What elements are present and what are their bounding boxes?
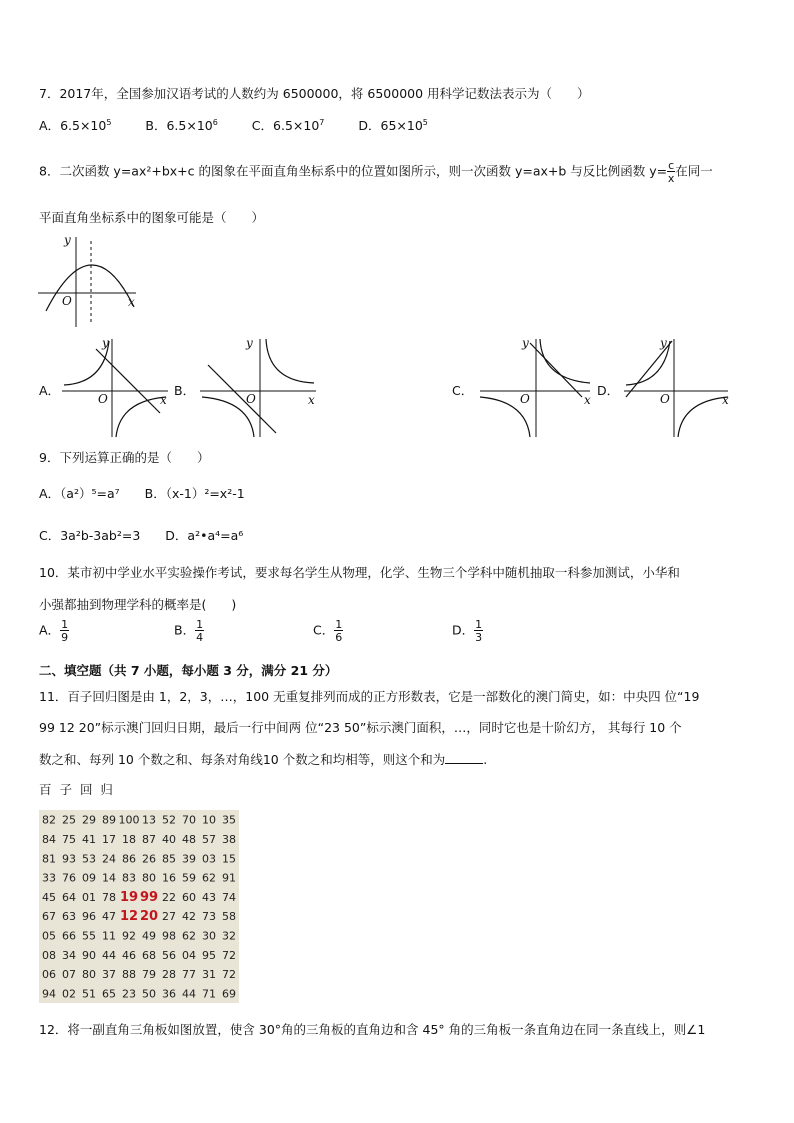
q8-option-d-label[interactable]: D．: [597, 383, 620, 398]
grid-cell: 59: [182, 871, 196, 885]
origin-label: O: [520, 392, 530, 406]
grid-cell: 96: [82, 910, 96, 924]
q8-option-b-label[interactable]: B．: [174, 383, 196, 398]
y-label: y: [660, 336, 667, 350]
grid-cell: 20: [139, 909, 159, 925]
grid-cell: 15: [222, 852, 236, 866]
answer-blank[interactable]: [445, 753, 483, 764]
grid-cell: 46: [122, 948, 136, 962]
q11-line3: 数之和、每列 10 个数之和、每条对角线10 个数之和均相等，则这个和为 .: [39, 752, 488, 767]
grid-cell: 53: [82, 852, 96, 866]
grid-cell: 43: [202, 890, 216, 904]
grid-cell: 82: [42, 813, 56, 827]
grid-cell: 100: [118, 813, 140, 827]
q7-stem: 7．2017年，全国参加汉语考试的人数约为 6500000，将 6500000 用科学记数法表示为（ ）: [39, 86, 590, 101]
grid-cell: 17: [102, 832, 116, 846]
hyperbola-branch-upper: [266, 339, 314, 383]
grid-cell: 74: [222, 890, 236, 904]
q9-options-line2[interactable]: C．3a²b-3ab²=3 D．a²•a⁴=a⁶: [39, 528, 244, 543]
x-label: x: [584, 393, 591, 407]
q8-stem-line2: 平面直角坐标系中的图象可能是（ ）: [39, 210, 265, 225]
y-label: y: [522, 336, 529, 350]
grid-cell: 42: [182, 910, 196, 924]
grid-cell: 49: [142, 929, 156, 943]
grid-cell: 03: [202, 852, 216, 866]
x-label: x: [128, 295, 135, 309]
grid-cell: 34: [62, 948, 76, 962]
y-label: y: [102, 336, 109, 350]
q8-option-d-graph[interactable]: [620, 335, 732, 439]
grid-cell: 08: [42, 948, 56, 962]
grid-cell: 78: [102, 890, 116, 904]
grid-cell: 62: [182, 929, 196, 943]
y-label: y: [246, 336, 253, 350]
grid-cell: 32: [222, 929, 236, 943]
grid-cell: 06: [42, 968, 56, 982]
grid-cell: 86: [122, 852, 136, 866]
grid-cell: 99: [139, 889, 159, 905]
grid-cell: 93: [62, 852, 76, 866]
x-label: x: [160, 393, 167, 407]
grid-cell: 76: [62, 871, 76, 885]
grid-cell: 50: [142, 987, 156, 1001]
grid-cell: 44: [102, 948, 116, 962]
grid-cell: 92: [122, 929, 136, 943]
q7-option-a[interactable]: A．$6.5\times 10^5$: [39, 117, 112, 133]
q10-option-b[interactable]: B． $\frac{1}{4}$: [174, 618, 204, 644]
grid-cell: 45: [42, 890, 56, 904]
grid-cell: 37: [102, 968, 116, 982]
grid-cell: 22: [162, 890, 176, 904]
x-label: x: [722, 393, 729, 407]
grid-cell: 56: [162, 948, 176, 962]
grid-cell: 39: [182, 852, 196, 866]
grid-cell: 57: [202, 832, 216, 846]
q10-option-a[interactable]: A． $\frac{1}{9}$: [39, 618, 69, 644]
grid-cell: 52: [162, 813, 176, 827]
grid-cell: 72: [222, 968, 236, 982]
grid-cell: 84: [42, 832, 56, 846]
grid-cell: 07: [62, 968, 76, 982]
q7-option-d[interactable]: D．$65\times 10^5$: [358, 117, 428, 133]
grid-cell: 23: [122, 987, 136, 1001]
q8-stem: 8．二次函数 y=ax²+bx+c 的图象在平面直角坐标系中的位置如图所示，则一次函数 y=ax+b 与反比例函数 y= $\frac{c}{x}$ 在同一: [39, 159, 713, 185]
grid-cell: 85: [162, 852, 176, 866]
q10-stem-line1: 10．某市初中学业水平实验操作考试，要求每名学生从物理，化学、生物三个学科中随机抽取一科参加测试，小华和: [39, 565, 680, 580]
grid-cell: 80: [142, 871, 156, 885]
grid-cell: 58: [222, 910, 236, 924]
grid-cell: 09: [82, 871, 96, 885]
parabola-curve: [46, 265, 134, 311]
origin-label: O: [660, 392, 670, 406]
origin-label: O: [62, 294, 72, 308]
grid-cell: 13: [142, 813, 156, 827]
grid-cell: 64: [62, 890, 76, 904]
q7-option-b[interactable]: B．$6.5\times 10^6$: [145, 117, 218, 133]
section-title-fill-in: 二、填空题（共 7 小题，每小题 3 分，满分 21 分）: [39, 663, 338, 678]
grid-cell: 77: [182, 968, 196, 982]
grid-cell: 44: [182, 987, 196, 1001]
grid-cell: 70: [182, 813, 196, 827]
hundred-caption: 百 子 回 归: [39, 782, 115, 797]
q8-parabola-graph: [38, 233, 138, 329]
q10-option-d[interactable]: D． $\frac{1}{3}$: [452, 618, 483, 644]
grid-cell: 26: [142, 852, 156, 866]
grid-cell: 60: [182, 890, 196, 904]
grid-cell: 30: [202, 929, 216, 943]
grid-cell: 48: [182, 832, 196, 846]
grid-cell: 95: [202, 948, 216, 962]
q10-stem-line2: 小强都抽到物理学科的概率是( ): [39, 597, 237, 612]
q8-option-c-label[interactable]: C．: [452, 383, 474, 398]
origin-label: O: [98, 392, 108, 406]
y-label: y: [64, 233, 71, 247]
q8-option-a-label[interactable]: A．: [39, 383, 61, 398]
grid-cell: 25: [62, 813, 76, 827]
grid-cell: 98: [162, 929, 176, 943]
grid-cell: 27: [162, 910, 176, 924]
grid-cell: 72: [222, 948, 236, 962]
q8-option-c-graph[interactable]: [474, 335, 594, 439]
q7-options: [39, 116, 428, 134]
grid-cell: 91: [222, 871, 236, 885]
grid-cell: 79: [142, 968, 156, 982]
grid-cell: 51: [82, 987, 96, 1001]
grid-cell: 14: [102, 871, 116, 885]
q12-stem: 12．将一副直角三角板如图放置，使含 30°角的三角板的直角边和含 45° 角的三角板一条直角边在同一条直线上，则∠1: [39, 1022, 706, 1037]
grid-cell: 75: [62, 832, 76, 846]
grid-cell: 69: [222, 987, 236, 1001]
grid-cell: 65: [102, 987, 116, 1001]
grid-cell: 90: [82, 948, 96, 962]
x-label: x: [308, 393, 315, 407]
grid-cell: 16: [162, 871, 176, 885]
q8-option-b-graph[interactable]: [196, 335, 320, 439]
grid-cell: 12: [119, 909, 139, 925]
grid-cell: 10: [202, 813, 216, 827]
grid-cell: 71: [202, 987, 216, 1001]
fraction-c-over-x: $\frac{c}{x}$: [667, 159, 675, 185]
grid-cell: 02: [62, 987, 76, 1001]
q8-option-a-graph[interactable]: [58, 335, 170, 439]
grid-cell: 55: [82, 929, 96, 943]
hundred-grid-image: [39, 810, 239, 1003]
grid-cell: 66: [62, 929, 76, 943]
grid-cell: 38: [222, 832, 236, 846]
grid-cell: 31: [202, 968, 216, 982]
hyperbola-branch-lower: [116, 397, 166, 437]
grid-cell: 88: [122, 968, 136, 982]
grid-cell: 68: [142, 948, 156, 962]
grid-cell: 87: [142, 832, 156, 846]
q9-options-line1[interactable]: A．（a²）⁵=a⁷ B．（x-1）²=x²-1: [39, 486, 245, 501]
linear-line: [530, 343, 582, 397]
hyperbola-branch-lower: [678, 397, 728, 437]
q11-line2: 99 12 20”标示澳门回归日期，最后一行中间两 位“23 50”标示澳门面积，…，同时它也是十阶幻方， 其每行 10 个: [39, 720, 682, 735]
origin-label: O: [246, 392, 256, 406]
grid-cell: 33: [42, 871, 56, 885]
grid-cell: 63: [62, 910, 76, 924]
grid-cell: 24: [102, 852, 116, 866]
grid-cell: 47: [102, 910, 116, 924]
grid-cell: 01: [82, 890, 96, 904]
grid-cell: 94: [42, 987, 56, 1001]
grid-cell: 04: [182, 948, 196, 962]
grid-cell: 05: [42, 929, 56, 943]
grid-cell: 73: [202, 910, 216, 924]
grid-cell: 62: [202, 871, 216, 885]
q10-option-c[interactable]: C． $\frac{1}{6}$: [313, 618, 343, 644]
grid-cell: 83: [122, 871, 136, 885]
grid-cell: 41: [82, 832, 96, 846]
q7-option-c[interactable]: C．$6.5\times 10^7$: [251, 117, 325, 133]
grid-cell: 67: [42, 910, 56, 924]
grid-cell: 40: [162, 832, 176, 846]
q11-line1: 11．百子回归图是由 1，2，3，…，100 无重复排列而成的正方形数表，它是一部数化的澳门简史，如：中央四 位“19: [39, 689, 700, 704]
grid-cell: 35: [222, 813, 236, 827]
grid-cell: 81: [42, 852, 56, 866]
grid-cell: 18: [122, 832, 136, 846]
grid-cell: 11: [102, 929, 116, 943]
grid-cell: 80: [82, 968, 96, 982]
q9-stem: 9．下列运算正确的是（ ）: [39, 450, 210, 465]
grid-cell: 29: [82, 813, 96, 827]
grid-cell: 36: [162, 987, 176, 1001]
grid-cell: 89: [102, 813, 116, 827]
grid-cell: 28: [162, 968, 176, 982]
grid-cell: 19: [119, 889, 139, 905]
